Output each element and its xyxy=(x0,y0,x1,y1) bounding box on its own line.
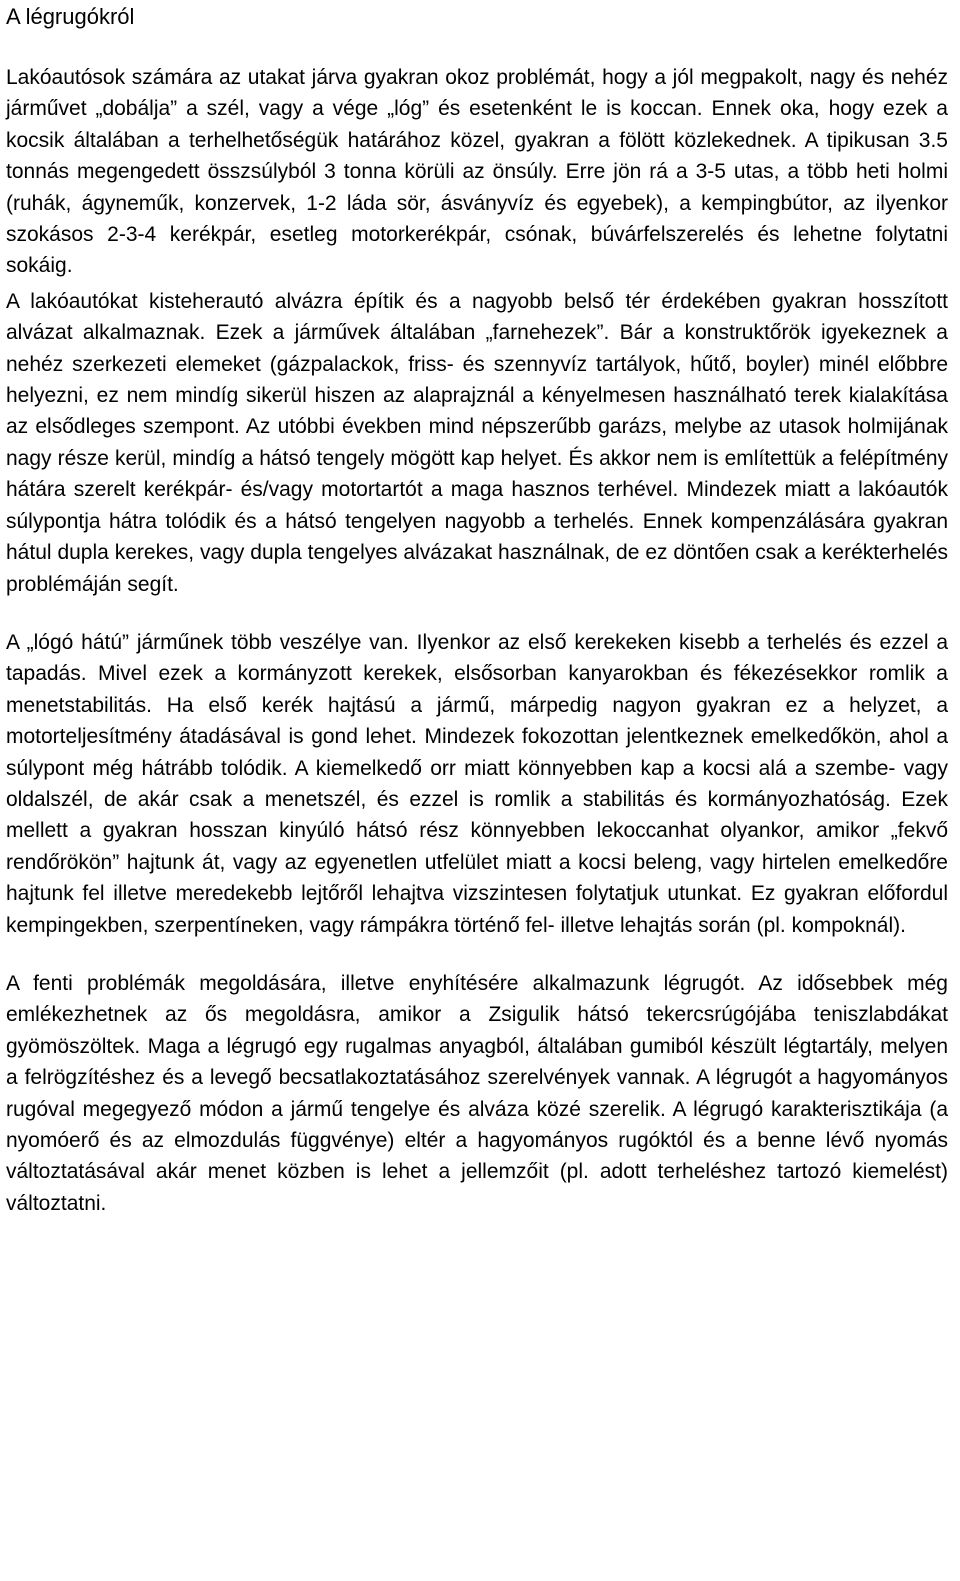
document-title: A légrugókról xyxy=(6,4,135,29)
document-page xyxy=(6,0,948,1219)
paragraph-intro: Lakóautósok számára az utakat járva gyakran okoz problémát, hogy a jól megpakolt, nagy és nehéz járművet „dobálja” a szél, vagy a vége „lóg” és esetenként le is koccan. Ennek oka, hogy ezek a kocsik általában a terhelhetőségük határához közel, gyakran a fölött közlekednek. A tipikusan 3.5 tonnás megengedett összsúlyból 3 tonna körüli az önsúly. Erre jön rá a 3-5 utas, a több heti holmi (ruhák, ágyneműk, konzervek, 1-2 láda sör, ásványvíz és egyebek), a kempingbútor, az ilyenkor szokásos 2-3-4 kerékpár, esetleg motorkerékpár, csónak, búvárfelszerelés és lehetne folytatni sokáig. xyxy=(6,66,948,278)
paragraph-dangers: A „lógó hátú” járműnek több veszélye van. Ilyenkor az első kerekeken kisebb a terhelés és ezzel a tapadás. Mivel ezek a kormányzott kerekek, elsősorban kanyarokban és fékezésekkor romlik a menetstabilitás. Ha első kerék hajtású a jármű, márpedig nagyon gyakran ez a helyzet, a motorteljesítmény átadásával is gond lehet. Mindezek fokozottan jelentkeznek emelkedőkön, ahol a súlypont még hátrább tolódik. A kiemelkedő orr miatt könnyebben kap a kocsi alá a szembe- vagy oldalszél, de akár csak a menetszél, és ezzel is romlik a stabilitás és kormányozhatóság. Ezek mellett a gyakran hosszan kinyúló hátsó rész könnyebben lekoccanhat olyankor, amikor „fekvő rendőrökön” hajtunk át, vagy az egyenetlen utfelület miatt a kocsi beleng, vagy hirtelen emelkedőre hajtunk fel illetve meredekebb lejtőről lehajtva vizszintesen folytatjuk utunkat. Ez gyakran előfordul kempingekben, szerpentíneken, vagy rámpákra történő fel- illetve lehajtás során (pl. kompoknál). xyxy=(6,630,948,937)
paragraph-chassis: A lakóautókat kisteherautó alvázra építik és a nagyobb belső tér érdekében gyakran hosszított alvázat alkalmaznak. Ezek a járművek általában „farnehezek”. Bár a konstruktőrök igyekeznek a nehéz szerkezeti elemeket (gázpalackok, friss- és szennyvíz tartályok, hűtő, boyler) minél előbbre helyezni, ez nem mindíg sikerül hiszen az alaprajznál a kényelmesen használható terek kialakítása az elsődleges szempont. Az utóbbi években mind népszerűbb garázs, melybe az utasok holmijának nagy része kerül, mindíg a hátsó tengely mögött kap helyet. És akkor nem is említettük a felépítmény hátára szerelt kerékpár- és/vagy motortartót a maga hasznos terhével. Mindezek miatt a lakóautók súlypontja hátra tolódik és a hátsó tengelyen nagyobb a terhelés. Ennek kompenzálására gyakran hátul dupla kerekes, vagy dupla tengelyes alvázakat használnak, de ez döntően csak a kerékterhelés problémáján segít. xyxy=(6,289,948,596)
paragraph-solution: A fenti problémák megoldására, illetve enyhítésére alkalmazunk légrugót. Az idősebbek még emlékezhetnek az ős megoldásra, amikor a Zsigulik hátsó tekercsrúgójába teniszlabdákat gyömöszöltek. Maga a légrugó egy rugalmas anyagból, általában gumiból készült légtartály, melyen a felrögzítéshez és a levegő becsatlakoztatásához szerelvények vannak. A légrugót a hagyományos rugóval megegyező módon a jármű tengelye és alváza közé szerelik. A légrugó karakterisztikája (a nyomóerő és az elmozdulás függvénye) eltér a hagyományos rugóktól és a benne lévő nyomás változtatásával akár menet közben is lehet a jellemzőit (pl. adott terheléshez tartozó kiemelést) változtatni. xyxy=(6,971,948,1215)
